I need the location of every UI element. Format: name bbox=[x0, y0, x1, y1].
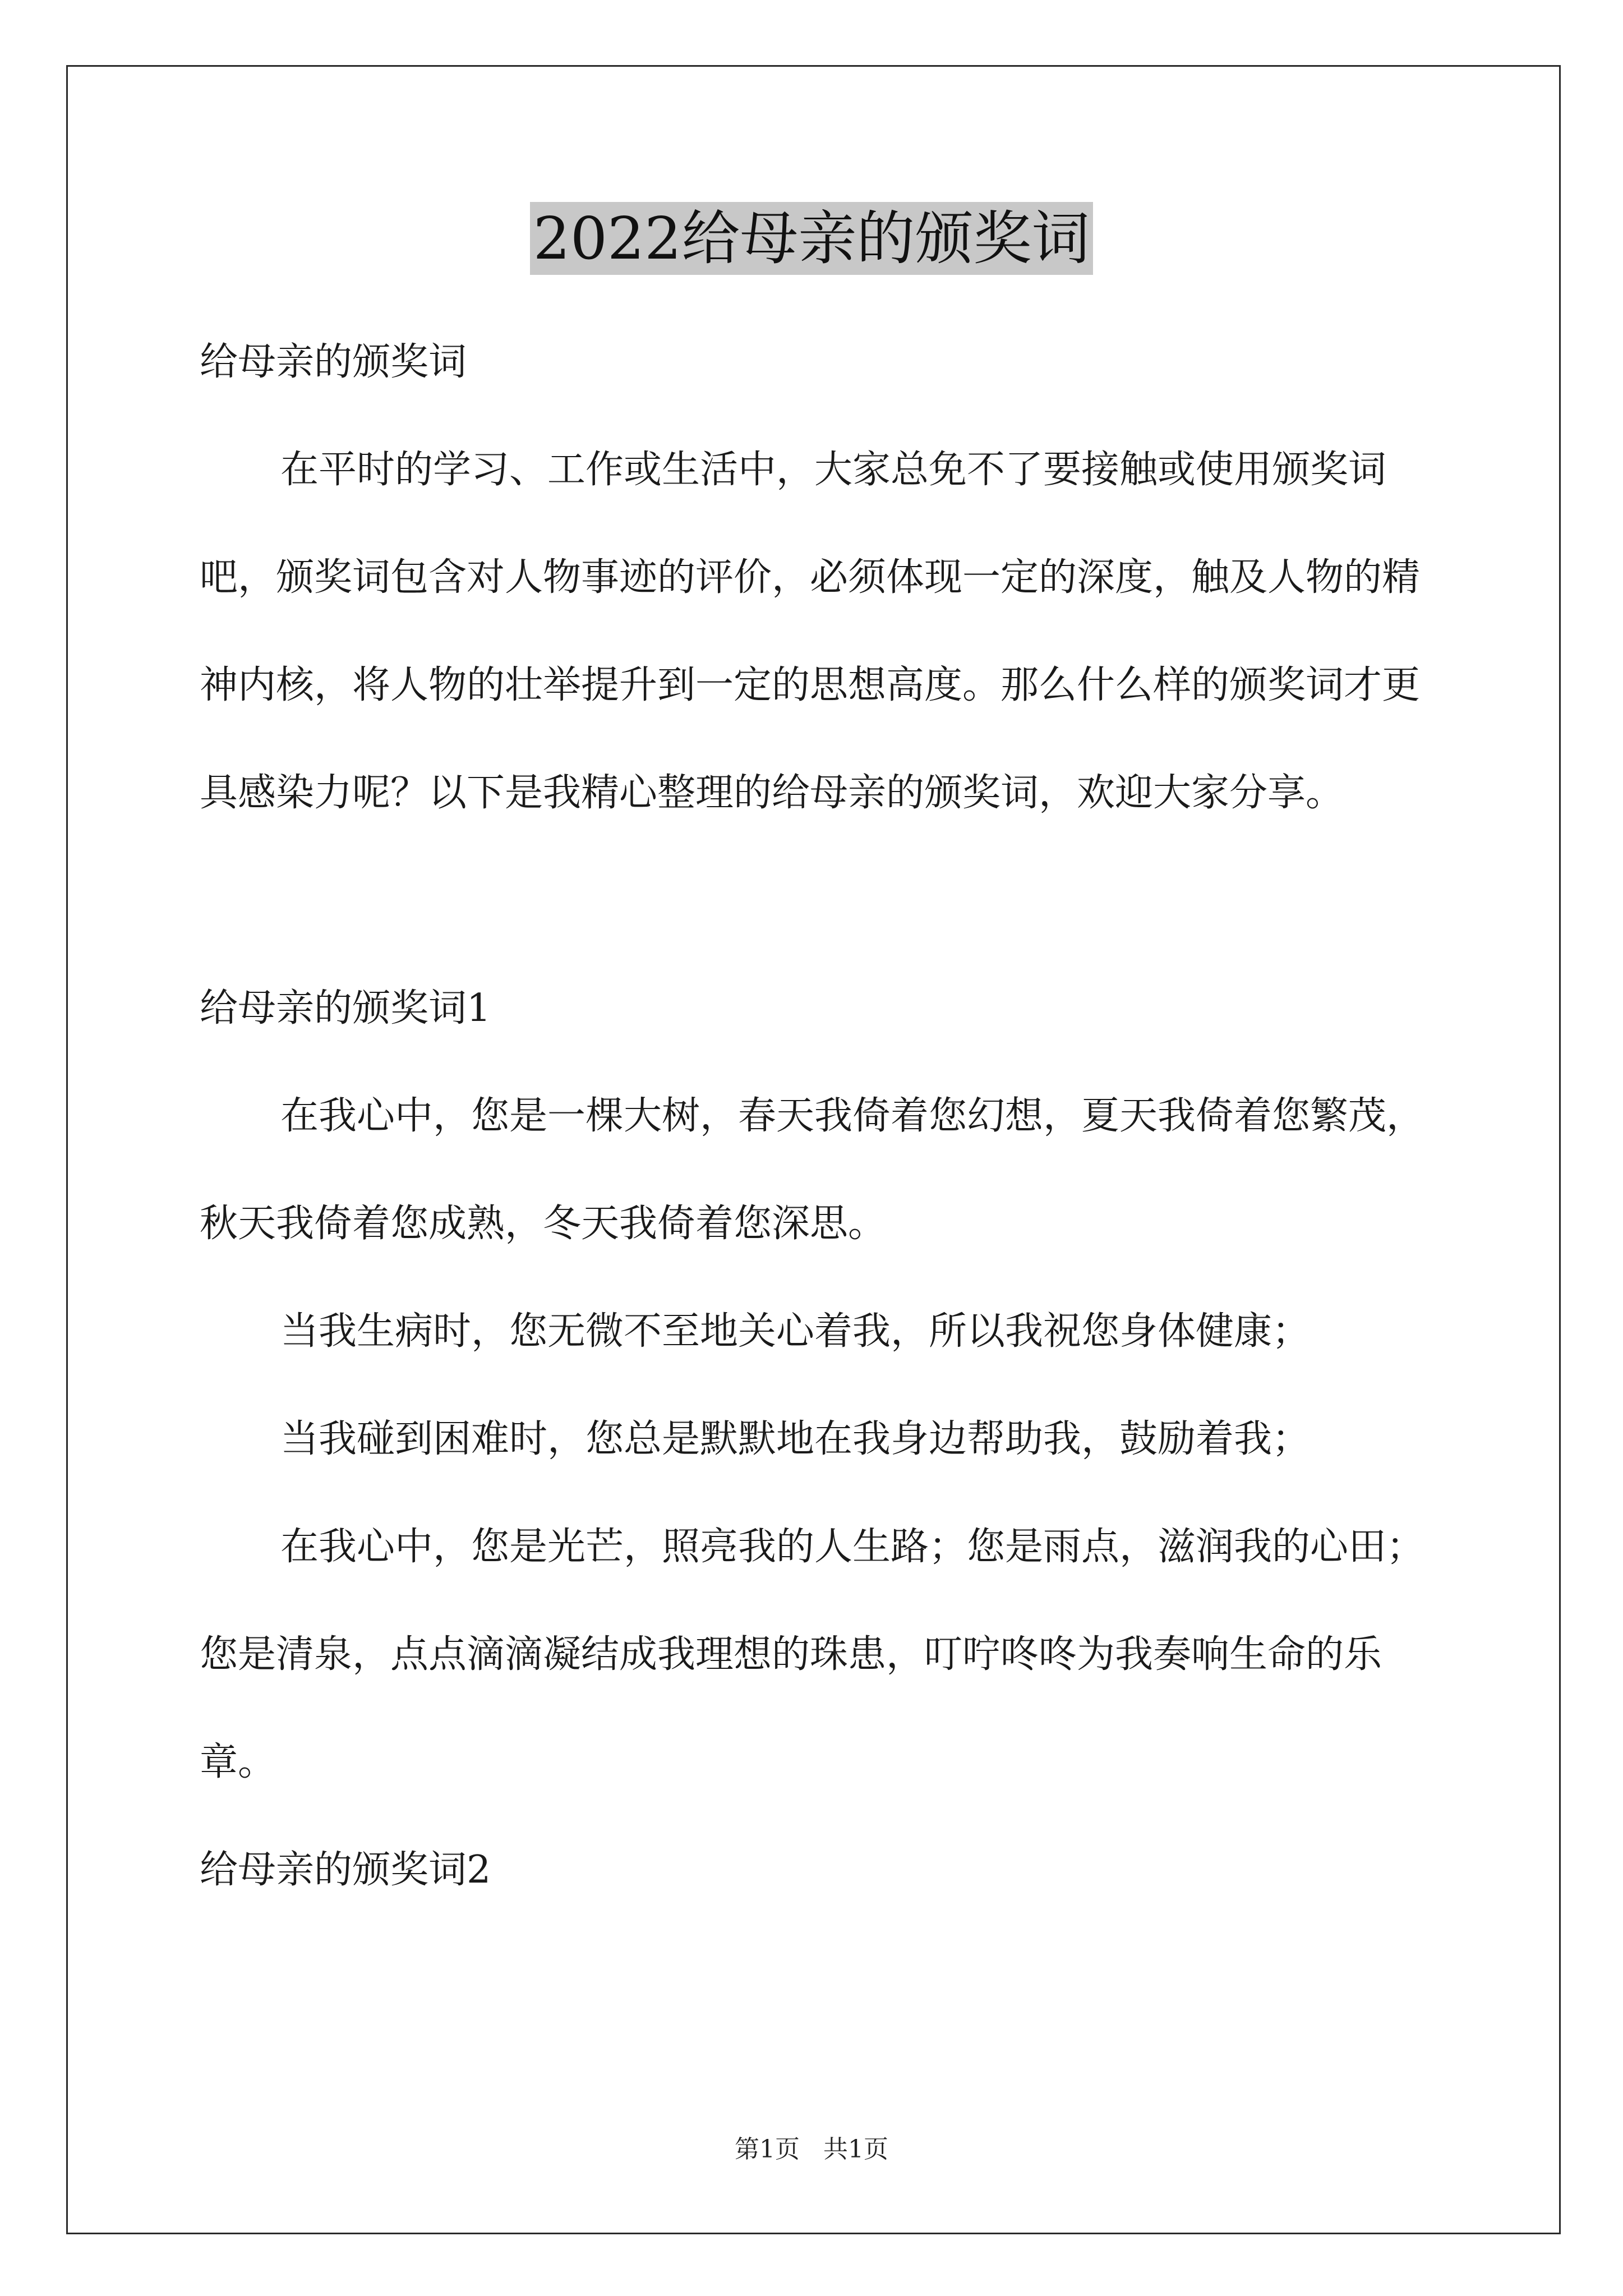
section-heading-1: 给母亲的颁奖词1 bbox=[200, 986, 491, 1030]
section1-paragraph-1: 在我心中，您是一棵大树，春天我倚着您幻想，夏天我倚着您繁茂，秋天我倚着您成熟，冬天我倚着您深思。 bbox=[200, 1094, 1425, 1246]
section1-paragraph-4: 在我心中，您是光芒，照亮我的人生路；您是雨点，滋润我的心田；您是清泉，点点滴滴凝结成我理想的珠患，叮咛咚咚为我奏响生命的乐章。 bbox=[200, 1525, 1425, 1784]
intro-paragraph: 在平时的学习、工作或生活中，大家总免不了要接触或使用颁奖词吧，颁奖词包含对人物事迹的评价，必须体现一定的深度，触及人物的精神内核，将人物的壮举提升到一定的思想高度。那么什么样的颁奖词才更具感染力呢？以下是我精心整理的给母亲的颁奖词，欢迎大家分享。 bbox=[200, 448, 1421, 815]
section1-paragraph-3: 当我碰到困难时，您总是默默地在我身边帮助我，鼓励着我； bbox=[280, 1417, 1311, 1461]
document-body bbox=[200, 309, 1433, 1924]
page-footer: 第1页 共1页 bbox=[735, 2135, 888, 2164]
section-heading-2: 给母亲的颁奖词2 bbox=[200, 1848, 491, 1892]
section1-paragraph-2: 当我生病时，您无微不至地关心着我，所以我祝您身体健康； bbox=[280, 1309, 1311, 1354]
subtitle: 给母亲的颁奖词 bbox=[200, 340, 467, 384]
document-title: 2022给母亲的颁奖词 bbox=[530, 202, 1094, 275]
title-container bbox=[0, 202, 1623, 275]
